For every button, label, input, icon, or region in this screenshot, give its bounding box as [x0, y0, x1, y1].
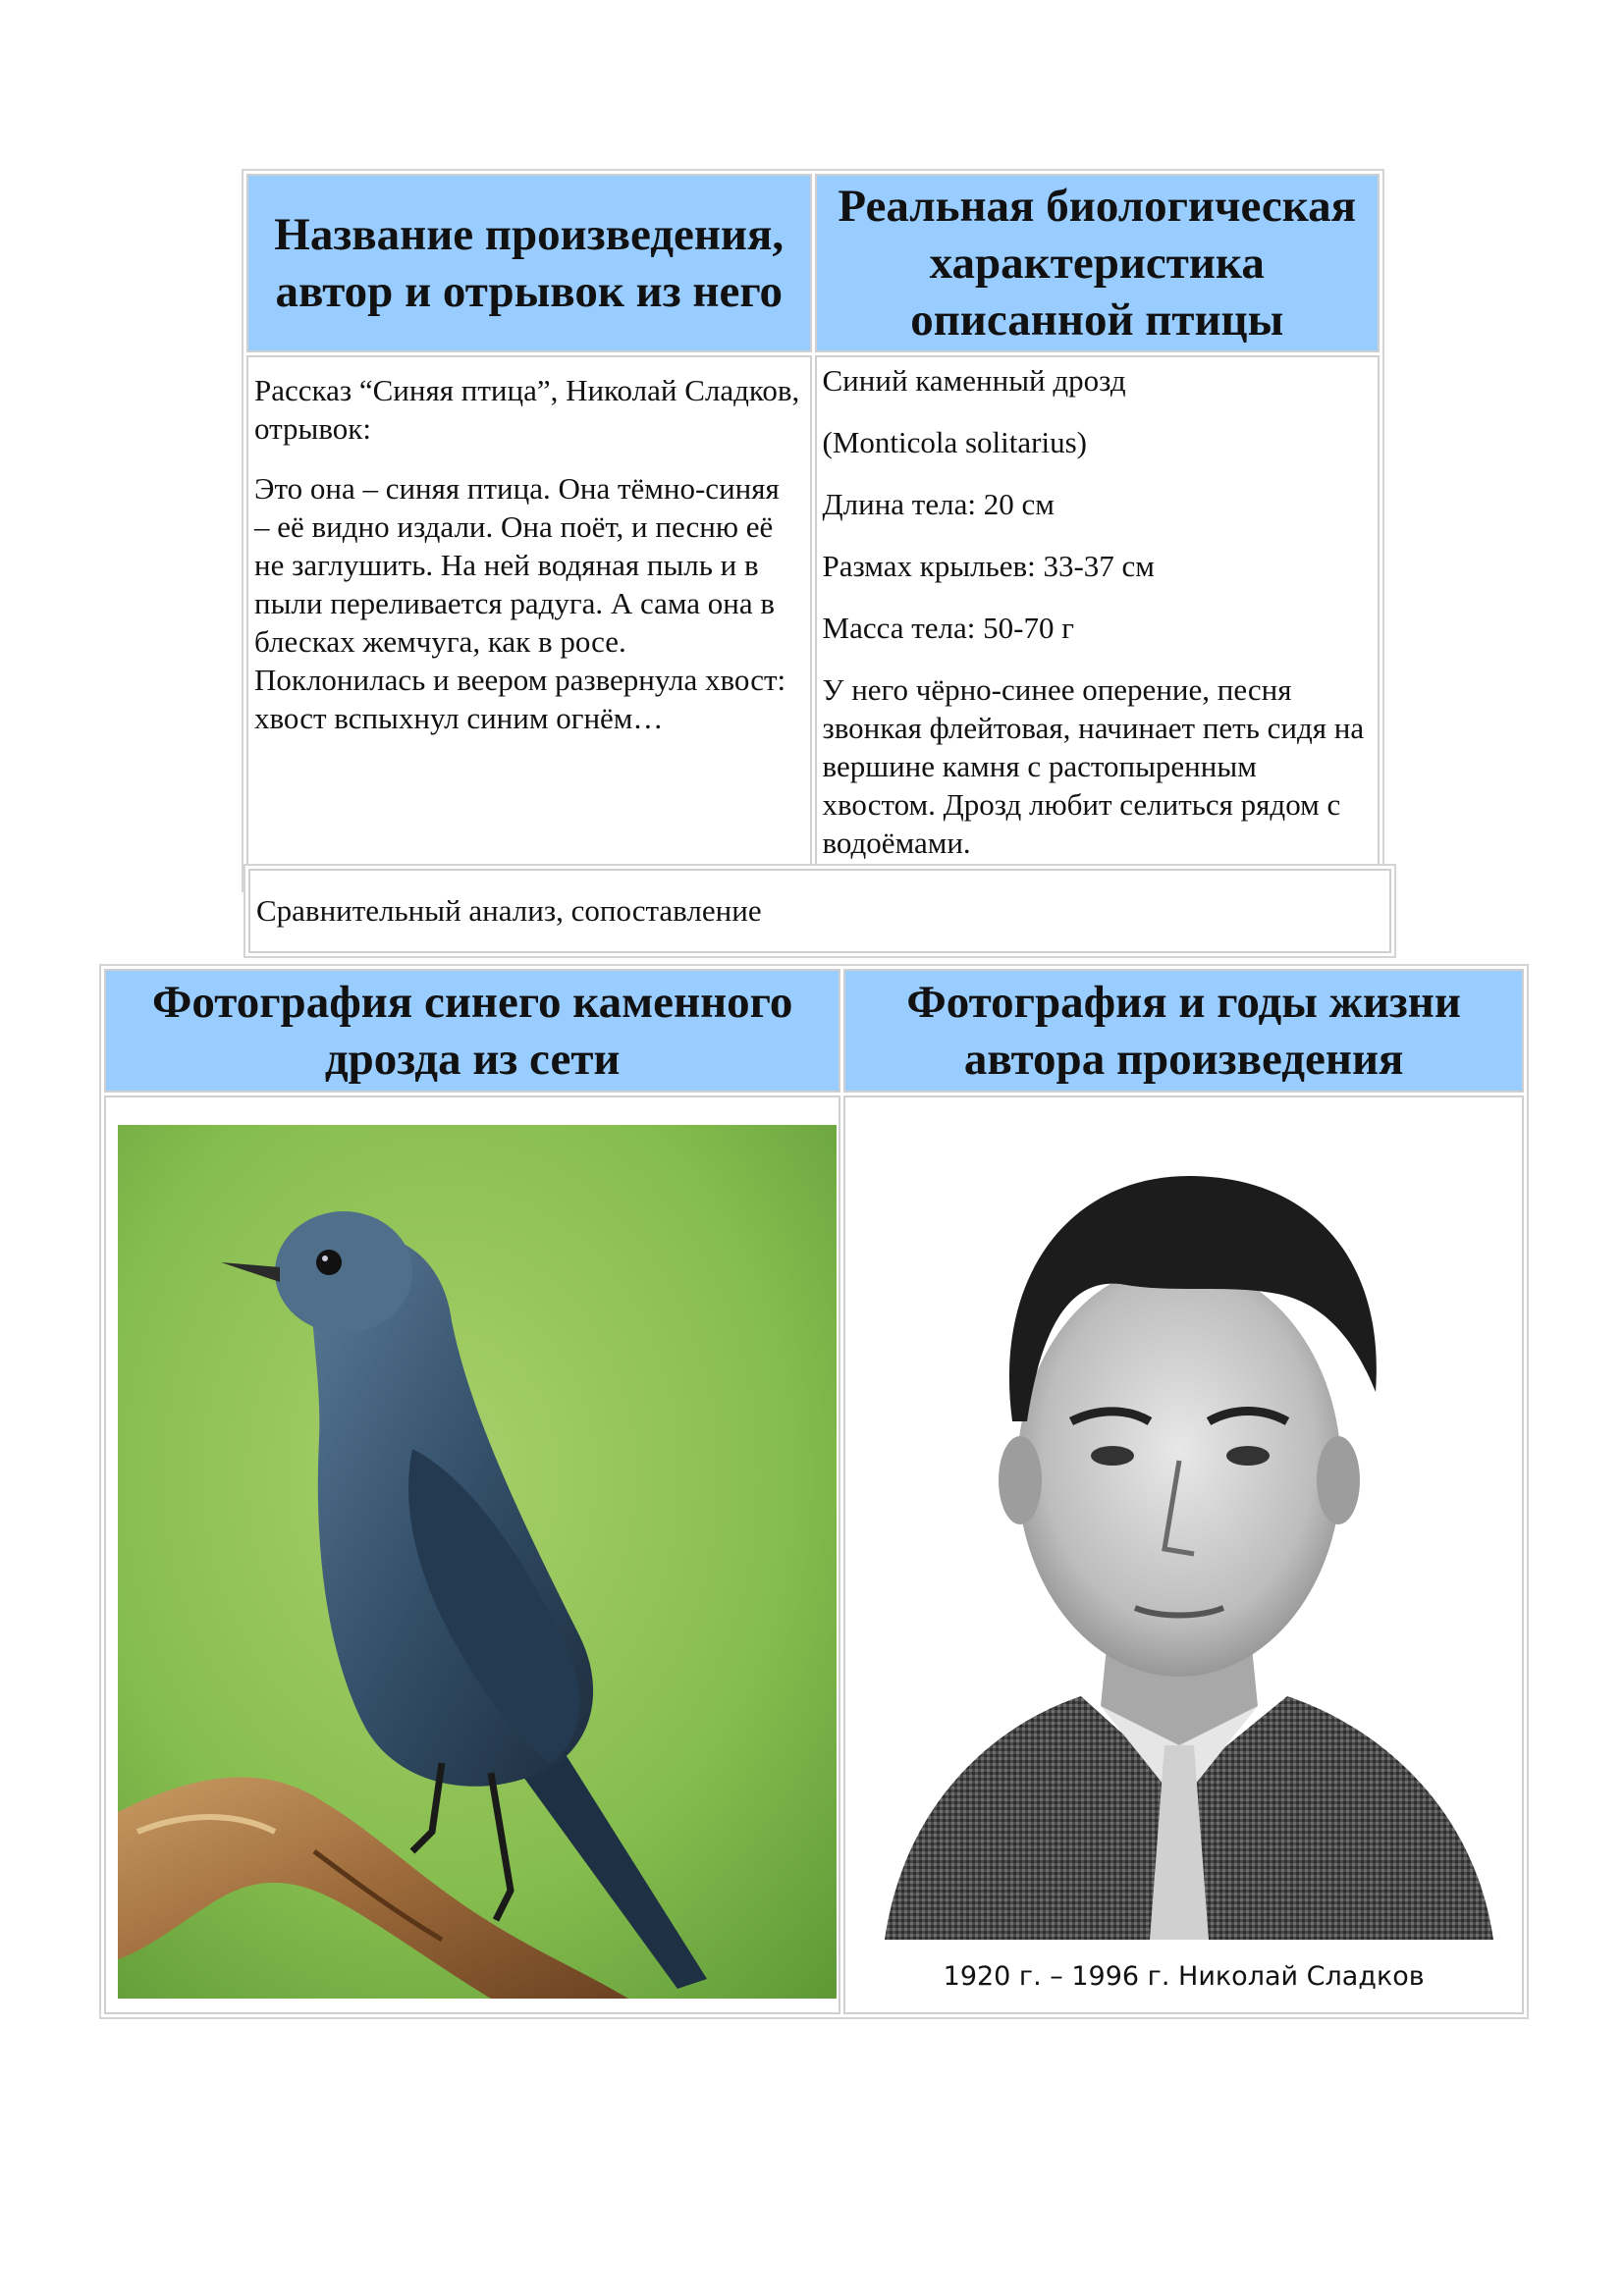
comparison-table — [242, 169, 1384, 892]
photo-table — [99, 964, 1529, 2019]
story-excerpt: Это она – синяя птица. Она тёмно-синяя – её видно издали. Она поёт, и песню её не заглушить. На ней водяная пыль и в пыли переливается радуга. А сама она в блесках жемчуга, как в росе. Поклонилась и веером развернула хвост: хвост вспыхнул синим огнём… — [254, 471, 786, 735]
work-excerpt-cell — [246, 355, 812, 887]
header-bio-characteristics: Реальная биологическая характеристика описанной птицы — [815, 174, 1380, 352]
author-years-caption: 1920 г. – 1996 г. Николай Сладков — [943, 1961, 1425, 1992]
bird-latin-name: (Monticola solitarius) — [822, 425, 1087, 459]
blue-rock-thrush-photo — [118, 1125, 837, 1999]
analysis-table — [244, 864, 1396, 958]
header-author-photo: Фотография и годы жизни автора произведения — [843, 969, 1524, 1093]
header-work-title: Название произведения, автор и отрывок из него — [246, 174, 812, 352]
story-intro: Рассказ “Синяя птица”, Николай Сладков, отрывок: — [254, 373, 800, 446]
bird-photo-cell — [104, 1095, 840, 2014]
bird-wingspan: Размах крыльев: 33-37 см — [822, 549, 1155, 583]
bird-name: Синий каменный дрозд — [822, 363, 1126, 398]
bird-description: У него чёрно-синее оперение, песня звонкая флейтовая, начинает петь сидя на вершине камня с растопыренным хвостом. Дрозд любит селиться рядом с водоёмами. — [822, 672, 1365, 860]
author-photo-cell — [843, 1095, 1524, 2014]
bird-length: Длина тела: 20 см — [822, 487, 1055, 521]
analysis-label: Сравнительный анализ, сопоставление — [248, 869, 1391, 953]
author-portrait-photo — [845, 1097, 1517, 1940]
bird-mass: Масса тела: 50-70 г — [822, 611, 1074, 645]
bird-facts-cell — [815, 355, 1380, 887]
header-bird-photo: Фотография синего каменного дрозда из сети — [104, 969, 840, 1093]
